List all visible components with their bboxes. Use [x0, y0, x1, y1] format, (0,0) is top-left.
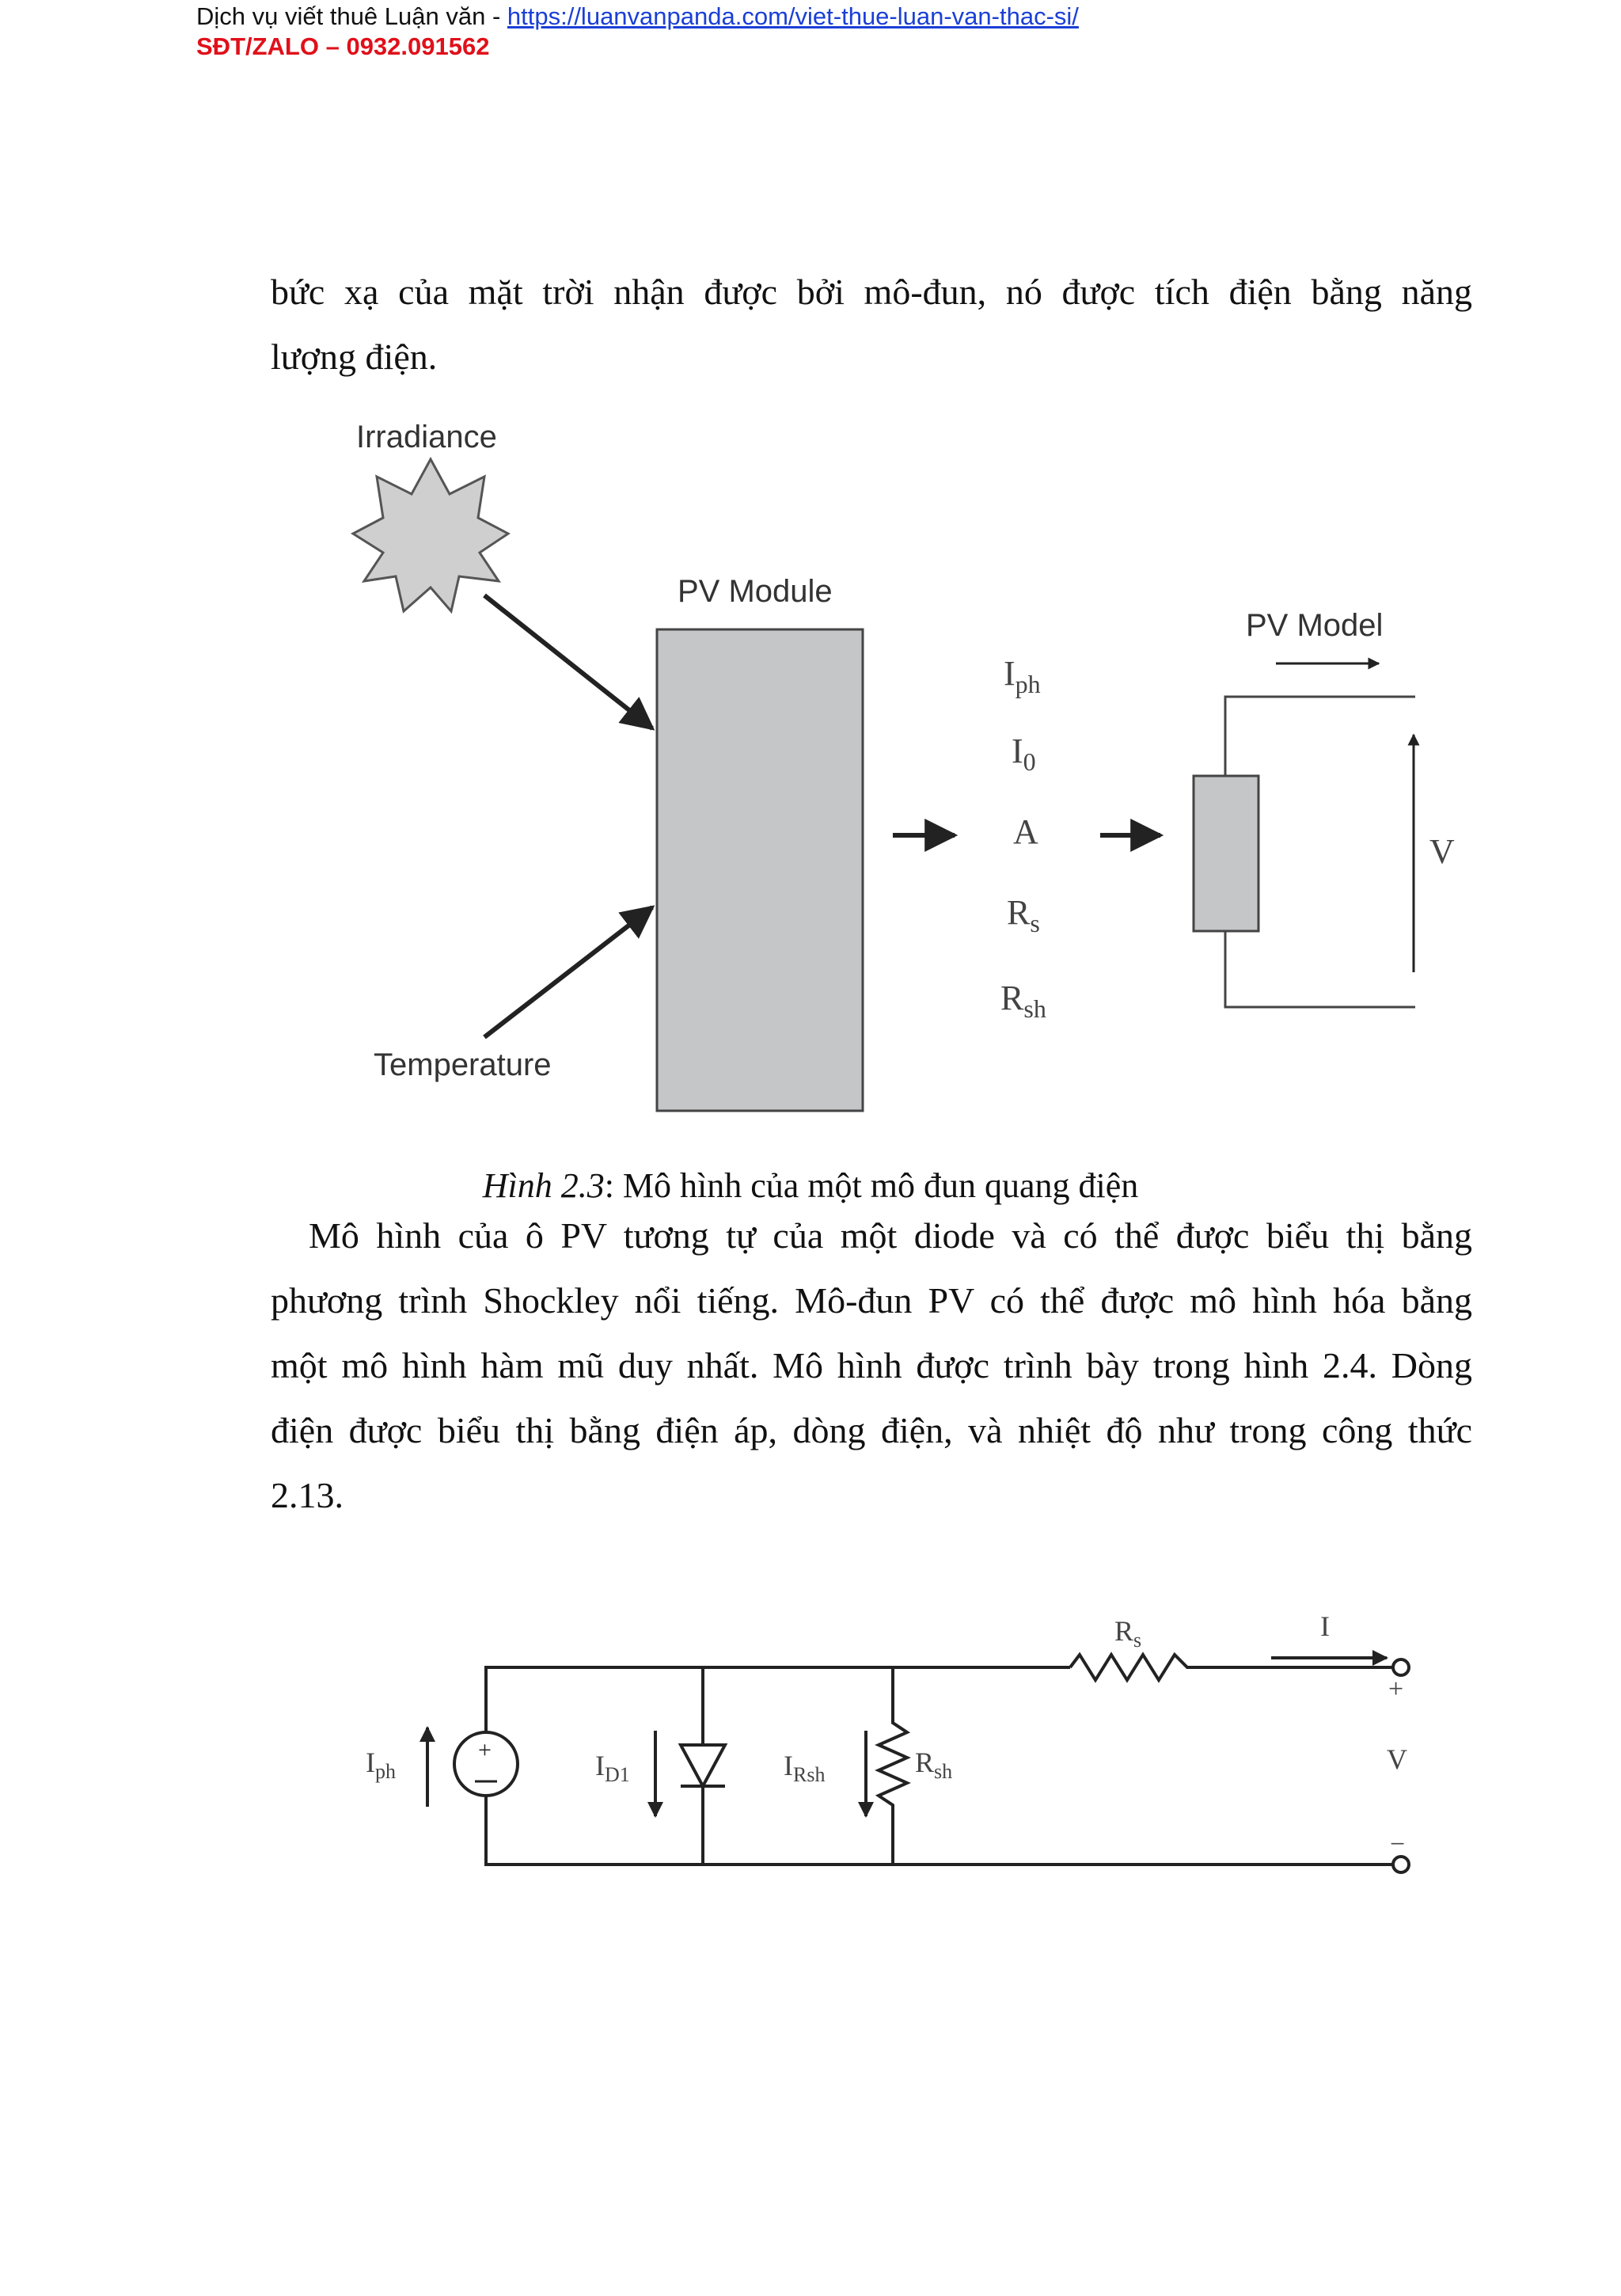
body-line: 2.13. [271, 1475, 344, 1515]
param-rs: $R_s$ [1007, 893, 1040, 937]
sun-icon [353, 459, 508, 611]
intro-line: lượng điện. [271, 336, 438, 377]
body-line: một mô hình hàm mũ duy nhất. Mô hình được trình bày trong hình 2.4. Dòng [271, 1345, 1472, 1386]
svg-text:+: + [478, 1737, 492, 1763]
positive-terminal [1393, 1659, 1409, 1675]
diode-icon [681, 1745, 725, 1786]
irradiance-arrow [484, 595, 652, 728]
param-a: A [1013, 812, 1038, 851]
pv-module-block [657, 629, 863, 1111]
output-voltage-label: V [1387, 1743, 1407, 1775]
minus-sign: − [1390, 1830, 1406, 1859]
irsh-label: $I_{Rsh}$ [784, 1750, 826, 1786]
param-iph: $I_{ph}$ [1004, 654, 1041, 698]
negative-terminal [1393, 1857, 1409, 1872]
header-service-line [196, 2, 1079, 32]
temperature-label: Temperature [374, 1047, 552, 1082]
figure-caption [0, 1164, 1621, 1208]
caption-text: : Mô hình của một mô đun quang điện [604, 1166, 1139, 1205]
body-line: phương trình Shockley nổi tiếng. Mô-đun PV có thể được mô hình hóa bằng [271, 1280, 1472, 1321]
body-line: Mô hình của ô PV tương tự của một diode và có thể được biểu thị bằng [309, 1215, 1472, 1256]
rsh-label: $R_{sh}$ [915, 1747, 953, 1783]
header-contact: SĐT/ZALO – 0932.091562 [196, 32, 490, 60]
temperature-arrow [484, 907, 652, 1037]
intro-paragraph [271, 260, 1472, 390]
header-service-text: Dịch vụ viết thuê Luận văn - [196, 2, 507, 30]
model-voltage-label: V [1429, 832, 1455, 871]
body-paragraph [271, 1203, 1472, 1528]
output-current-label: I [1320, 1610, 1330, 1642]
pv-model-label: PV Model [1246, 608, 1384, 643]
pv-module-label: PV Module [678, 574, 833, 609]
param-i0: $I_0$ [1012, 732, 1036, 776]
model-circuit-top-wire [1225, 697, 1415, 776]
current-source-icon [454, 1667, 518, 1796]
model-circuit-bottom-wire [1225, 931, 1415, 1007]
param-rsh: $R_{sh}$ [1000, 979, 1046, 1023]
pv-module-diagram [0, 412, 1621, 1124]
top-wire [486, 1667, 1070, 1796]
shunt-resistor-icon [879, 1667, 907, 1865]
single-diode-circuit [0, 1591, 1621, 1884]
model-resistor-block [1194, 776, 1258, 931]
body-line: điện được biểu thị bằng điện áp, dòng điện, và nhiệt độ như trong công thức [271, 1410, 1472, 1450]
intro-line: bức xạ của mặt trời nhận được bởi mô-đun, nó được tích điện bằng năng [271, 272, 1472, 312]
irradiance-label: Irradiance [356, 420, 497, 454]
rs-label: $R_s$ [1114, 1615, 1142, 1652]
parameter-list [1000, 654, 1046, 1023]
iph-label: $I_{ph}$ [366, 1747, 396, 1783]
plus-sign: + [1388, 1674, 1404, 1704]
caption-figure-number: Hình 2.3 [482, 1166, 605, 1205]
series-resistor-icon [1070, 1655, 1197, 1680]
header-link[interactable]: https://luanvanpanda.com/viet-thue-luan-van-thac-si/ [507, 2, 1079, 30]
bottom-wire [486, 1796, 1393, 1865]
id1-label: $I_{D1}$ [595, 1750, 630, 1786]
